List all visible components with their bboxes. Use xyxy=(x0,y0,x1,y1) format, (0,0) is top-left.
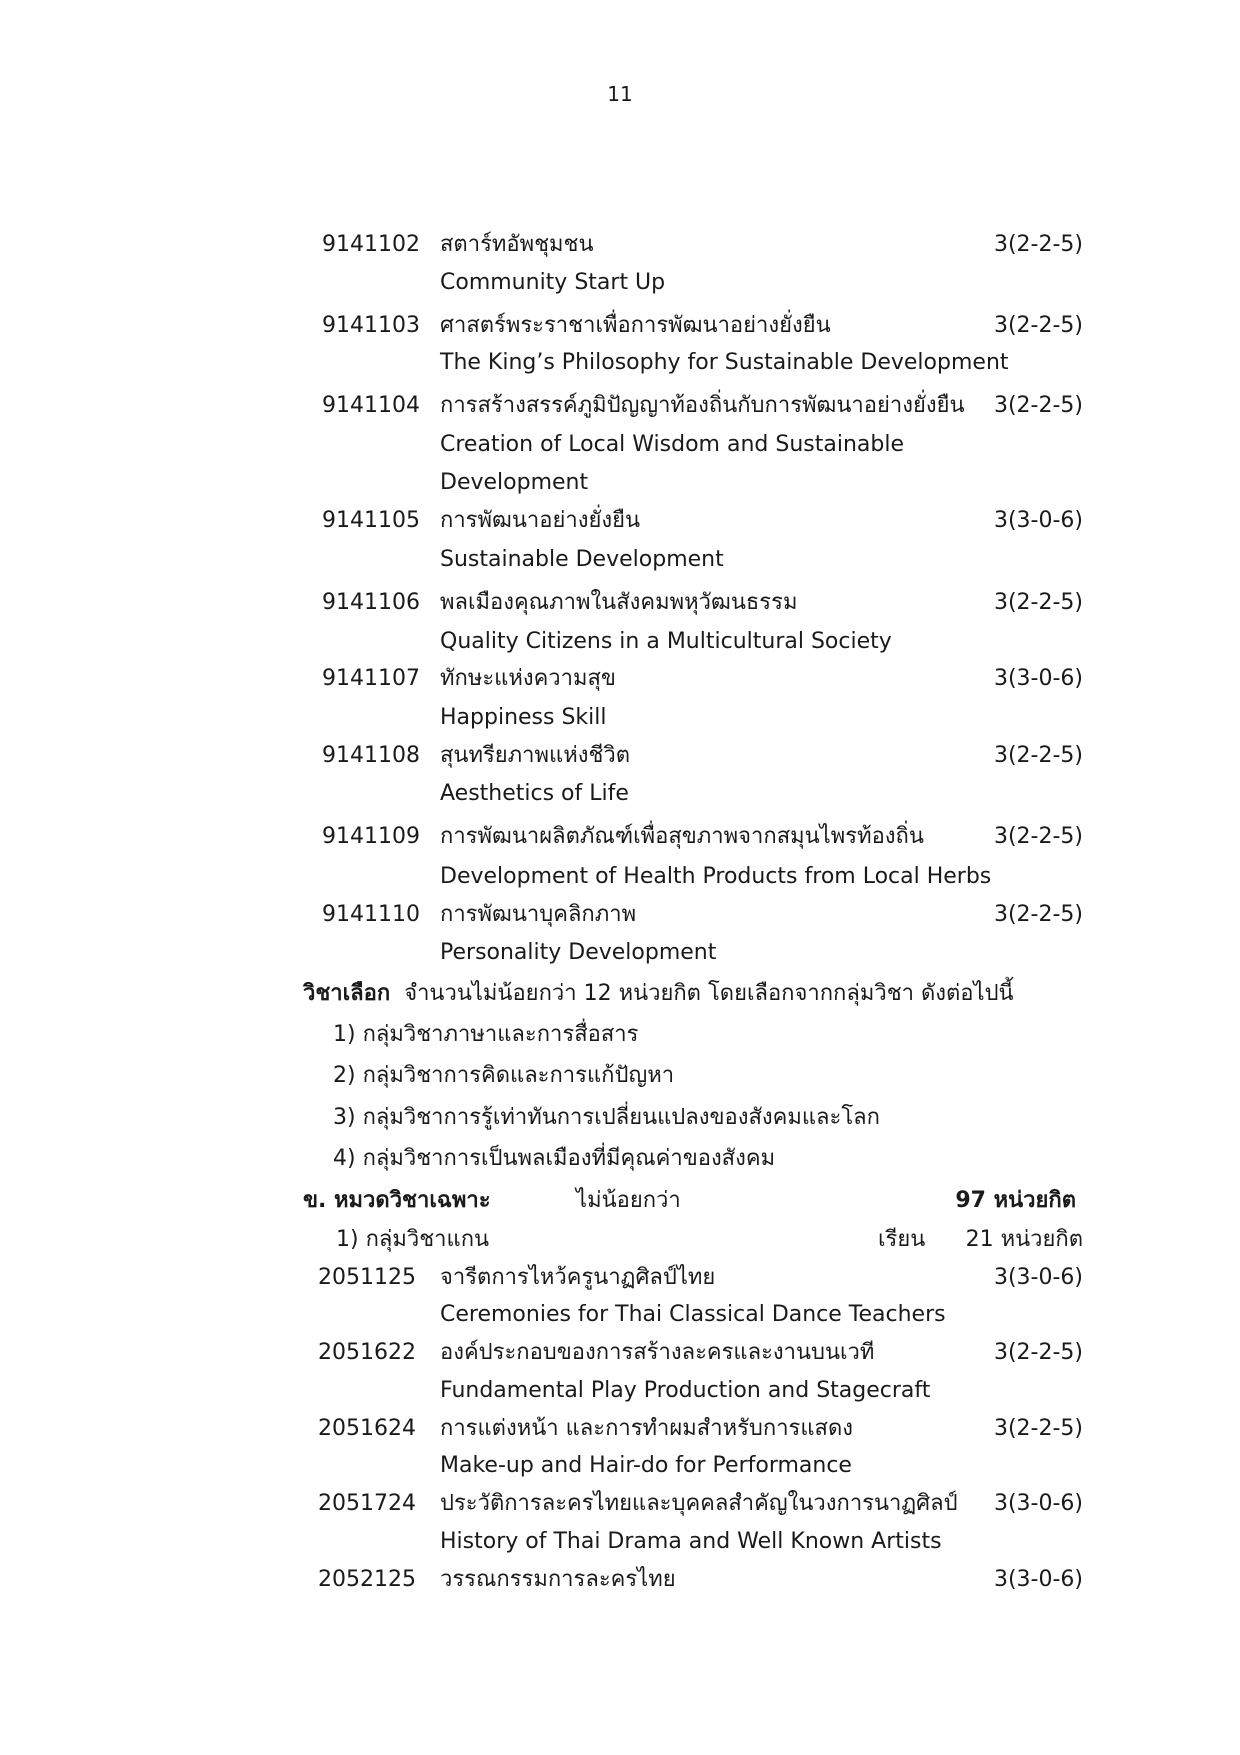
core-study-label: เรียน xyxy=(878,1227,926,1252)
course-code: 9141108 xyxy=(322,743,420,768)
elective-label: วิชาเลือก xyxy=(303,981,391,1006)
course-credit: 3(2-2-5) xyxy=(993,393,1083,418)
course-credit: 3(2-2-5) xyxy=(993,232,1083,257)
course-code: 2051622 xyxy=(318,1340,416,1365)
course-credit: 3(2-2-5) xyxy=(993,590,1083,615)
course-code: 9141103 xyxy=(322,313,420,338)
specific-heading: ข. หมวดวิชาเฉพาะ xyxy=(303,1188,491,1213)
course-title-en: Make-up and Hair-do for Performance xyxy=(440,1453,852,1478)
course-title-th: จารีตการไหว้ครูนาฏศิลป์ไทย xyxy=(440,1265,716,1290)
course-title-th: การพัฒนาบุคลิกภาพ xyxy=(440,902,637,927)
course-title-th: การแต่งหน้า และการทำผมสำหรับการแสดง xyxy=(440,1416,853,1441)
course-title-th: พลเมืองคุณภาพในสังคมพหุวัฒนธรรม xyxy=(440,590,798,615)
elective-heading xyxy=(303,983,1014,1005)
course-title-th: การพัฒนาอย่างยั่งยืน xyxy=(440,508,641,533)
course-credit: 3(2-2-5) xyxy=(993,1416,1083,1441)
course-credit: 3(2-2-5) xyxy=(993,902,1083,927)
course-code: 9141105 xyxy=(322,508,420,533)
course-code: 9141102 xyxy=(322,232,420,257)
specific-total: 97 หน่วยกิต xyxy=(955,1188,1076,1213)
course-code: 9141106 xyxy=(322,590,420,615)
course-credit: 3(2-2-5) xyxy=(993,743,1083,768)
course-code: 9141104 xyxy=(322,393,420,418)
course-title-en: Personality Development xyxy=(440,940,717,965)
course-title-en: Ceremonies for Thai Classical Dance Teachers xyxy=(440,1302,946,1327)
course-credit: 3(3-0-6) xyxy=(993,666,1083,691)
elective-group: 4) กลุ่มวิชาการเป็นพลเมืองที่มีคุณค่าของสังคม xyxy=(333,1146,776,1171)
elective-group: 2) กลุ่มวิชาการคิดและการแก้ปัญหา xyxy=(333,1063,675,1088)
elective-group: 1) กลุ่มวิชาภาษาและการสื่อสาร xyxy=(333,1022,639,1047)
course-credit: 3(2-2-5) xyxy=(993,824,1083,849)
course-title-en: The King’s Philosophy for Sustainable Development xyxy=(440,350,1009,375)
course-title-en: Fundamental Play Production and Stagecraft xyxy=(440,1378,931,1403)
course-title-en: Happiness Skill xyxy=(440,705,607,730)
course-credit: 3(3-0-6) xyxy=(993,508,1083,533)
course-title-en: Aesthetics of Life xyxy=(440,781,629,806)
course-credit: 3(3-0-6) xyxy=(993,1567,1083,1592)
course-credit: 3(3-0-6) xyxy=(993,1491,1083,1516)
course-code: 2051125 xyxy=(318,1265,416,1290)
course-title-th: การสร้างสรรค์ภูมิปัญญาท้องถิ่นกับการพัฒนาอย่างยั่งยืน xyxy=(440,393,965,418)
course-title-en: Development of Health Products from Local Herbs xyxy=(440,864,992,889)
course-code: 2051724 xyxy=(318,1491,416,1516)
course-title-th: วรรณกรรมการละครไทย xyxy=(440,1567,676,1592)
course-title-th: สุนทรียภาพแห่งชีวิต xyxy=(440,743,631,768)
course-title-th: องค์ประกอบของการสร้างละครและงานบนเวที xyxy=(440,1340,875,1365)
course-code: 2051624 xyxy=(318,1416,416,1441)
course-title-en: Sustainable Development xyxy=(440,547,724,572)
course-title-en: Quality Citizens in a Multicultural Society xyxy=(440,629,892,654)
course-title-th: ศาสตร์พระราชาเพื่อการพัฒนาอย่างยั่งยืน xyxy=(440,313,831,338)
specific-min-label: ไม่น้อยกว่า xyxy=(576,1188,681,1213)
course-title-en: Development xyxy=(440,470,589,495)
course-title-th: สตาร์ทอัพชุมชน xyxy=(440,232,594,257)
course-credit: 3(3-0-6) xyxy=(993,1265,1083,1290)
course-title-th: การพัฒนาผลิตภัณฑ์เพื่อสุขภาพจากสมุนไพรท้องถิ่น xyxy=(440,824,924,849)
course-code: 9141107 xyxy=(322,666,420,691)
course-code: 9141110 xyxy=(322,902,420,927)
course-title-th: ทักษะแห่งความสุข xyxy=(440,666,616,691)
page-number: 11 xyxy=(607,82,633,106)
course-credit: 3(2-2-5) xyxy=(993,313,1083,338)
course-credit: 3(2-2-5) xyxy=(993,1340,1083,1365)
course-title-en: Creation of Local Wisdom and Sustainable xyxy=(440,432,904,457)
course-code: 2052125 xyxy=(318,1567,416,1592)
core-group-label: 1) กลุ่มวิชาแกน xyxy=(336,1227,490,1252)
course-title-en: History of Thai Drama and Well Known Artists xyxy=(440,1529,942,1554)
course-code: 9141109 xyxy=(322,824,420,849)
course-title-th: ประวัติการละครไทยและบุคคลสำคัญในวงการนาฏศิลป์ xyxy=(440,1491,958,1516)
elective-group: 3) กลุ่มวิชาการรู้เท่าทันการเปลี่ยนแปลงของสังคมและโลก xyxy=(333,1105,880,1130)
elective-text: จำนวนไม่น้อยกว่า 12 หน่วยกิต โดยเลือกจากกลุ่มวิชา ดังต่อไปนี้ xyxy=(404,981,1014,1006)
core-credits: 21 หน่วยกิต xyxy=(965,1227,1083,1252)
course-title-en: Community Start Up xyxy=(440,270,666,295)
